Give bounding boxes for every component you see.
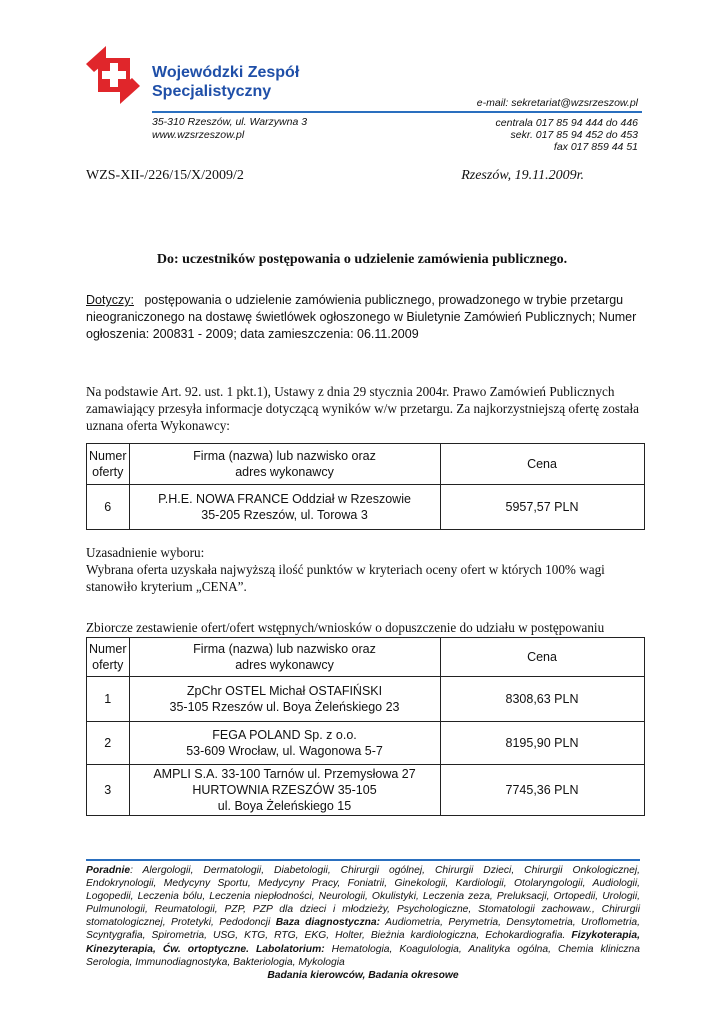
offer-firm-line2: 35-105 Rzeszów ul. Boya Żeleńskiego 23	[169, 700, 400, 714]
baza-text: Audiometria, Perymetria, Densytometria, Uroflometria, Scyntygrafia, Spirometria, USG, KTG, RTG, EKG, Holter, Bieżnia kardiologiczna, Echokardiografia.	[86, 917, 640, 942]
offer-firm	[129, 677, 440, 722]
offer-firm-line2: HURTOWNIA RZESZÓW 35-105	[192, 783, 377, 797]
offer-firm-line1: P.H.E. NOWA FRANCE Oddział w Rzeszowie	[158, 492, 411, 506]
table-row	[87, 677, 645, 722]
organization-name-line2: Specjalistyczny	[152, 83, 272, 100]
header-firm-line1: Firma (nazwa) lub nazwisko oraz	[193, 642, 376, 656]
letter-date: Rzeszów, 19.11.2009r.	[461, 168, 584, 183]
offer-firm-line1: FEGA POLAND Sp. z o.o.	[212, 728, 357, 742]
intro-paragraph: Na podstawie Art. 92. ust. 1 pkt.1), Ustawy z dnia 29 stycznia 2004r. Prawo Zamówień Publicznych zamawiający przesyła informacje dotyczącą wyników w/w przetargu. Za najkorzystniejszą ofertę została uznana oferta Wykonawcy:	[86, 384, 640, 433]
header-cell-number	[87, 638, 130, 677]
header-firm-line2: adres wykonawcy	[235, 658, 334, 672]
justification	[86, 544, 646, 595]
header-number-line2: oferty	[92, 658, 124, 672]
offer-number: 3	[87, 765, 130, 816]
footer-last-line: Badania kierowców, Badania okresowe	[267, 969, 459, 981]
header-email: e-mail: sekretariat@wzsrzeszow.pl	[476, 97, 638, 109]
offer-price: 7745,36 PLN	[440, 765, 644, 816]
subject-label: Dotyczy:	[86, 293, 134, 307]
offer-number: 1	[87, 677, 130, 722]
lab-text: Hematologia, Koagulologia, Analityka ogólna, Chemia kliniczna Serologia, Immunodiagnostyka, Bakteriologia, Mykologia	[86, 943, 640, 968]
offer-price: 8308,63 PLN	[440, 677, 644, 722]
offer-number: 2	[87, 722, 130, 765]
offer-firm-line1: ZpChr OSTEL Michał OSTAFIŃSKI	[186, 684, 383, 698]
offer-firm	[129, 485, 440, 530]
poradnie-text: : Alergologii, Dermatologii, Diabetologii, Chirurgii ogólnej, Chirurgii Dzieci, Chirurgii Onkologicznej, Endokrynologii, Medycyny Sportu, Medycyny Pracy, Foniatrii, Ginekologii, Kardiologii, Otolaryngologii, Audiologii, Logopedii, Leczenia bólu, Leczenia niepłodności, Neurologii, Okulistyki, Leczenia zeza, Preluksacji, Ortopedii, Urologii, Pulmunologii, Reumatologii, PZP, PZP dla dzieci i młodzieży, Psychologiczne, Stomatologii zachowaw., Chirurgii stomatologicznej, Protetyki, Pedodoncji	[86, 865, 640, 929]
subject-text: postępowania o udzielenie zamówienia publicznego, prowadzonego w trybie przetargu nieograniczonego na dostawę świetlówek ogłoszonego w Biuletynie Zamówień Publicznych; Numer ogłoszenia: 200831 - 2009; data zamieszczenia: 06.11.2009	[86, 293, 637, 341]
fizjo-label: Fizykoterapia, Kinezyterapia, Ćw. ortoptyczne. Labolatorium:	[86, 930, 640, 955]
header-number-line2: oferty	[92, 465, 124, 479]
baza-label: Baza diagnostyczna:	[275, 917, 381, 929]
offers-table-header	[87, 638, 645, 677]
summary-title: Zbiorcze zestawienie ofert/ofert wstępnych/wniosków o dopuszczenie do udziału w postępowaniu	[86, 620, 605, 635]
organization-name	[152, 63, 299, 101]
header-cell-firm	[129, 444, 440, 485]
address-website: www.wzsrzeszow.pl	[152, 129, 245, 141]
header-divider	[152, 111, 642, 113]
offer-number: 6	[87, 485, 130, 530]
header-firm-line2: adres wykonawcy	[235, 465, 334, 479]
header-number-line1: Numer	[89, 642, 127, 656]
offer-firm	[129, 765, 440, 816]
organization-logo	[84, 44, 142, 106]
offer-price: 8195,90 PLN	[440, 722, 644, 765]
offer-firm-line1: AMPLI S.A. 33-100 Tarnów ul. Przemysłowa 27	[153, 767, 416, 781]
header-number-line1: Numer	[89, 449, 127, 463]
phone-fax: fax 017 859 44 51	[553, 141, 638, 153]
phone-secretariat: sekr. 017 85 94 452 do 453	[510, 129, 638, 141]
phone-central: centrala 017 85 94 444 do 446	[495, 117, 638, 129]
addressee: Do: uczestników postępowania o udzielenie zamówienia publicznego.	[156, 252, 568, 267]
winner-table-header	[87, 444, 645, 485]
address-street: 35-310 Rzeszów, ul. Warzywna 3	[152, 116, 308, 128]
offer-firm-line2: 53-609 Wrocław, ul. Wagonowa 5-7	[186, 744, 383, 758]
footer-divider	[86, 859, 640, 861]
offer-firm-line3: ul. Boya Żeleńskiego 15	[217, 799, 352, 813]
offer-price: 5957,57 PLN	[440, 485, 644, 530]
header-cell-number	[87, 444, 130, 485]
header-phones	[496, 117, 638, 153]
header-cell-firm	[129, 638, 440, 677]
table-row	[87, 765, 645, 816]
poradnie-label: Poradnie	[86, 865, 131, 876]
justification-title: Uzasadnienie wyboru:	[86, 545, 205, 560]
header-firm-line1: Firma (nazwa) lub nazwisko oraz	[193, 449, 376, 463]
footer-services	[86, 864, 640, 982]
reference-number: WZS-XII-/226/15/X/2009/2	[86, 168, 244, 183]
header-address	[152, 116, 307, 142]
header-cell-price: Cena	[440, 638, 644, 677]
offer-firm-line2: 35-205 Rzeszów, ul. Torowa 3	[201, 508, 368, 522]
offers-table	[86, 637, 645, 816]
organization-name-line1: Wojewódzki Zespół	[152, 64, 300, 81]
header-cell-price: Cena	[440, 444, 644, 485]
table-row	[87, 722, 645, 765]
subject	[86, 292, 646, 343]
justification-text: Wybrana oferta uzyskała najwyższą ilość punktów w kryteriach oceny ofert w których 100% wagi stanowiło kryterium „CENA”.	[86, 562, 605, 594]
table-row	[87, 485, 645, 530]
winner-table	[86, 443, 645, 530]
offer-firm	[129, 722, 440, 765]
